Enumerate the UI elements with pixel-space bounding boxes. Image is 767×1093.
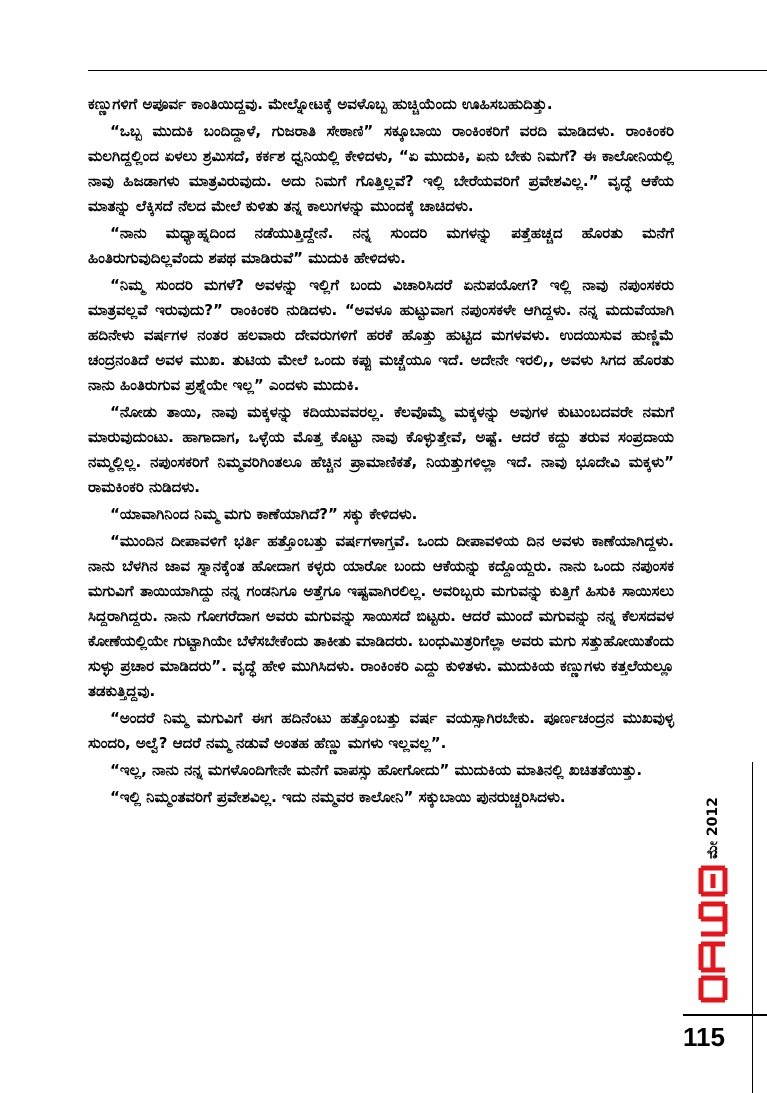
magazine-logo [695, 860, 731, 1005]
article-paragraph: “ಒಬ್ಬ ಮುದುಕಿ ಬಂದಿದ್ದಾಳೆ, ಗುಜರಾತಿ ಸೇಠಾಣಿ” ಸಕ್ಕೂಬಾಯಿ ರಾಂಕಿಂಕರಿಗೆ ವರದಿ ಮಾಡಿದಳು. ರಾಂಕಿಂಕರಿ ಮಲಗಿದ್ದಲ್ಲಿಂದ ಏಳಲು ಶ್ರಮಿಸದೆ, ಕರ್ಕಶ ಧ್ವನಿಯಲ್ಲಿ ಕೇಳಿದಳು, “ಏ ಮುದುಕಿ, ಏನು ಬೇಕು ನಿಮಗೆ? ಈ ಕಾಲೋನಿಯಲ್ಲಿ ನಾವು ಹಿಜಡಾಗಳು ಮಾತ್ರವಿರುವುದು. ಅದು ನಿಮಗೆ ಗೊತ್ತಿಲ್ಲವೆ? ಇಲ್ಲಿ ಬೇರೆಯವರಿಗೆ ಪ್ರವೇಶವಿಲ್ಲ.” ವೃದ್ಧೆ ಆಕೆಯ ಮಾತನ್ನು ಲೆಕ್ಕಿಸದೆ ನೆಲದ ಮೇಲೆ ಕುಳಿತು ತನ್ನ ಕಾಲುಗಳನ್ನು ಮುಂದಕ್ಕೆ ಚಾಚಿದಳು. [88, 122, 674, 215]
page-number: 115 [683, 1022, 725, 1052]
article-paragraph: “ನಿಮ್ಮ ಸುಂದರಿ ಮಗಳೆ? ಅವಳನ್ನು ಇಲ್ಲಿಗೆ ಬಂದು ವಿಚಾರಿಸಿದರೆ ಏನುಪಯೋಗ? ಇಲ್ಲಿ ನಾವು ನಪುಂಸಕರು ಮಾತ್ರವಲ್ಲವೆ ಇರುವುದು?” ರಾಂಕಿಂಕರಿ ನುಡಿದಳು. “ಅವಳೂ ಹುಟ್ಟುವಾಗ ನಪುಂಸಕಳೇ ಆಗಿದ್ದಳು. ನನ್ನ ಮದುವೆಯಾಗಿ ಹದಿನೇಳು ವರ್ಷಗಳ ನಂತರ ಹಲವಾರು ದೇವರುಗಳಿಗೆ ಹರಕೆ ಹೊತ್ತು ಹುಟ್ಟಿದ ಮಗಳವಳು. ಉದಯಿಸುವ ಹುಣ್ಣಿಮೆ ಚಂದ್ರನಂತಿದೆ ಅವಳ ಮುಖ. ತುಟಿಯ ಮೇಲೆ ಒಂದು ಕಪ್ಪು ಮಚ್ಚೆಯೂ ಇದೆ. ಅದೇನೇ ಇರಲಿ,, ಅವಳು ಸಿಗದ ಹೊರತು ನಾನು ಹಿಂತಿರುಗುವ ಪ್ರಶ್ನೆಯೇ ಇಲ್ಲ” ಎಂದಳು ಮುದುಕಿ. [88, 276, 674, 394]
issue-date-text: ಮೇ 2012 [705, 797, 721, 859]
sidebar-divider [752, 762, 753, 1093]
article-paragraph: “ಇಲ್ಲಿ ನಿಮ್ಮಂತವರಿಗೆ ಪ್ರವೇಶವಿಲ್ಲ. ಇದು ನಮ್ಮವರ ಕಾಲೋನಿ” ಸಕ್ಕುಬಾಯಿ ಪುನರುಚ್ಚರಿಸಿದಳು. [110, 788, 566, 806]
article-paragraph: “ಅಂದರೆ ನಿಮ್ಮ ಮಗುವಿಗೆ ಈಗ ಹದಿನೆಂಟು ಹತ್ತೊಂಬತ್ತು ವರ್ಷ ವಯಸ್ಸಾಗಿರಬೇಕು. ಪೂರ್ಣಚಂದ್ರನ ಮುಖವುಳ್ಳ ಸುಂದರಿ, ಅಲ್ವೆ? ಆದರೆ ನಮ್ಮ ನಡುವೆ ಅಂತಹ ಹೆಣ್ಣು ಮಗಳು ಇಲ್ಲವಲ್ಲ”. [88, 709, 674, 752]
article-paragraph: “ಇಲ್ಲ, ನಾನು ನನ್ನ ಮಗಳೊಂದಿಗೇನೇ ಮನೆಗೆ ವಾಪಸ್ಸು ಹೋಗೋದು” ಮುದುಕಿಯ ಮಾತಿನಲ್ಲಿ ಖಚಿತತೆಯಿತ್ತು. [110, 761, 643, 779]
top-rule [88, 70, 767, 71]
article-paragraph: “ನೋಡು ತಾಯಿ, ನಾವು ಮಕ್ಕಳನ್ನು ಕದಿಯುವವರಲ್ಲ. ಕೆಲವೊಮ್ಮೆ ಮಕ್ಕಳನ್ನು ಅವುಗಳ ಕುಟುಂಬದವರೇ ನಮಗೆ ಮಾರುವುದುಂಟು. ಹಾಗಾದಾಗ, ಒಳ್ಳೆಯ ಮೊತ್ತ ಕೊಟ್ಟು ನಾವು ಕೊಳ್ಳುತ್ತೇವೆ, ಅಷ್ಟೆ. ಆದರೆ ಕದ್ದು ತರುವ ಸಂಪ್ರದಾಯ ನಮ್ಮಲ್ಲಿಲ್ಲ. ನಪುಂಸಕರಿಗೆ ನಿಮ್ಮವರಿಗಿಂತಲೂ ಹೆಚ್ಚಿನ ಪ್ರಾಮಾಣಿಕತೆ, ನಿಯತ್ತುಗಳಿಲ್ಲಾ ಇದೆ. ನಾವು ಭೂದೇವಿ ಮಕ್ಕಳು” ರಾಮಕಿಂಕರಿ ನುಡಿದಳು. [88, 403, 674, 496]
sidebar-brand [681, 795, 751, 1005]
article-paragraph: “ನಾನು ಮಧ್ಯಾಹ್ನದಿಂದ ನಡೆಯುತ್ತಿದ್ದೇನೆ. ನನ್ನ ಸುಂದರಿ ಮಗಳನ್ನು ಪತ್ತೆಹಚ್ಚದ ಹೊರತು ಮನೆಗೆ ಹಿಂತಿರುಗುವುದಿಲ್ಲವೆಂದು ಶಪಥ ಮಾಡಿರುವೆ” ಮುದುಕಿ ಹೇಳಿದಳು. [88, 224, 674, 267]
article-paragraph: “ಮುಂದಿನ ದೀಪಾವಳಿಗೆ ಭರ್ತಿ ಹತ್ತೊಂಬತ್ತು ವರ್ಷಗಳಾಗ್ತವೆ. ಒಂದು ದೀಪಾವಳಿಯ ದಿನ ಅವಳು ಕಾಣೆಯಾಗಿದ್ದಳು. ನಾನು ಬೆಳಗಿನ ಜಾವ ಸ್ನಾನಕ್ಕೆಂತ ಹೋದಾಗ ಕಳ್ಳರು ಯಾರೋ ಬಂದು ಆಕೆಯನ್ನು ಕದ್ದೊಯ್ದರು. ನಾನು ಒಂದು ನಪುಂಸಕ ಮಗುವಿಗೆ ತಾಯಿಯಾಗಿದ್ದು ನನ್ನ ಗಂಡನಿಗೂ ಅತ್ತೆಗೂ ಇಷ್ಟವಾಗಿರಲಿಲ್ಲ. ಅವರಿಬ್ಬರು ಮಗುವನ್ನು ಕುತ್ತಿಗೆ ಹಿಸುಕಿ ಸಾಯಿಸಲು ಸಿದ್ದರಾಗಿದ್ದರು. ನಾನು ಗೋಗರೆದಾಗ ಅವರು ಮಗುವನ್ನು ಸಾಯಿಸದೆ ಬಿಟ್ಟರು. ಆದರೆ ಮುಂದೆ ಮಗುವನ್ನು ನನ್ನ ಕೆಲಸದವಳ ಕೋಣೆಯಲ್ಲಿಯೇ ಗುಟ್ಟಾಗಿಯೇ ಬೆಳೆಸಬೇಕೆಂದು ತಾಕೀತು ಮಾಡಿದರು. ಬಂಧುಮಿತ್ರರಿಗೆಲ್ಲಾ ಅವರು ಮಗು ಸತ್ತುಹೋಯಿತೆಂದು ಸುಳ್ಳು ಪ್ರಚಾರ ಮಾಡಿದರು”. ವೃದ್ಧೆ ಹೇಳಿ ಮುಗಿಸಿದಳು. ರಾಂಕಿಂಕರಿ ಎದ್ದು ಕುಳಿತಳು. ಮುದುಕಿಯ ಕಣ್ಣುಗಳು ಕತ್ತಲೆಯಲ್ಲೂ ತಡಕುತ್ತಿದ್ದವು. [88, 532, 674, 700]
article-paragraph: ಕಣ್ಣುಗಳಿಗೆ ಅಪೂರ್ವ ಕಾಂತಿಯಿದ್ದವು. ಮೇಲ್ನೋಟಕ್ಕೆ ಅವಳೊಬ್ಬ ಹುಚ್ಚಿಯೆಂದು ಊಹಿಸಬಹುದಿತ್ತು. [88, 95, 553, 113]
article-paragraph: “ಯಾವಾಗಿನಿಂದ ನಿಮ್ಮ ಮಗು ಕಾಣೆಯಾಗಿದೆ?” ಸಕ್ಕು ಕೇಳಿದಳು. [110, 505, 418, 523]
page-number-rule [683, 1014, 767, 1016]
article-body [88, 92, 674, 810]
issue-date [695, 795, 731, 861]
